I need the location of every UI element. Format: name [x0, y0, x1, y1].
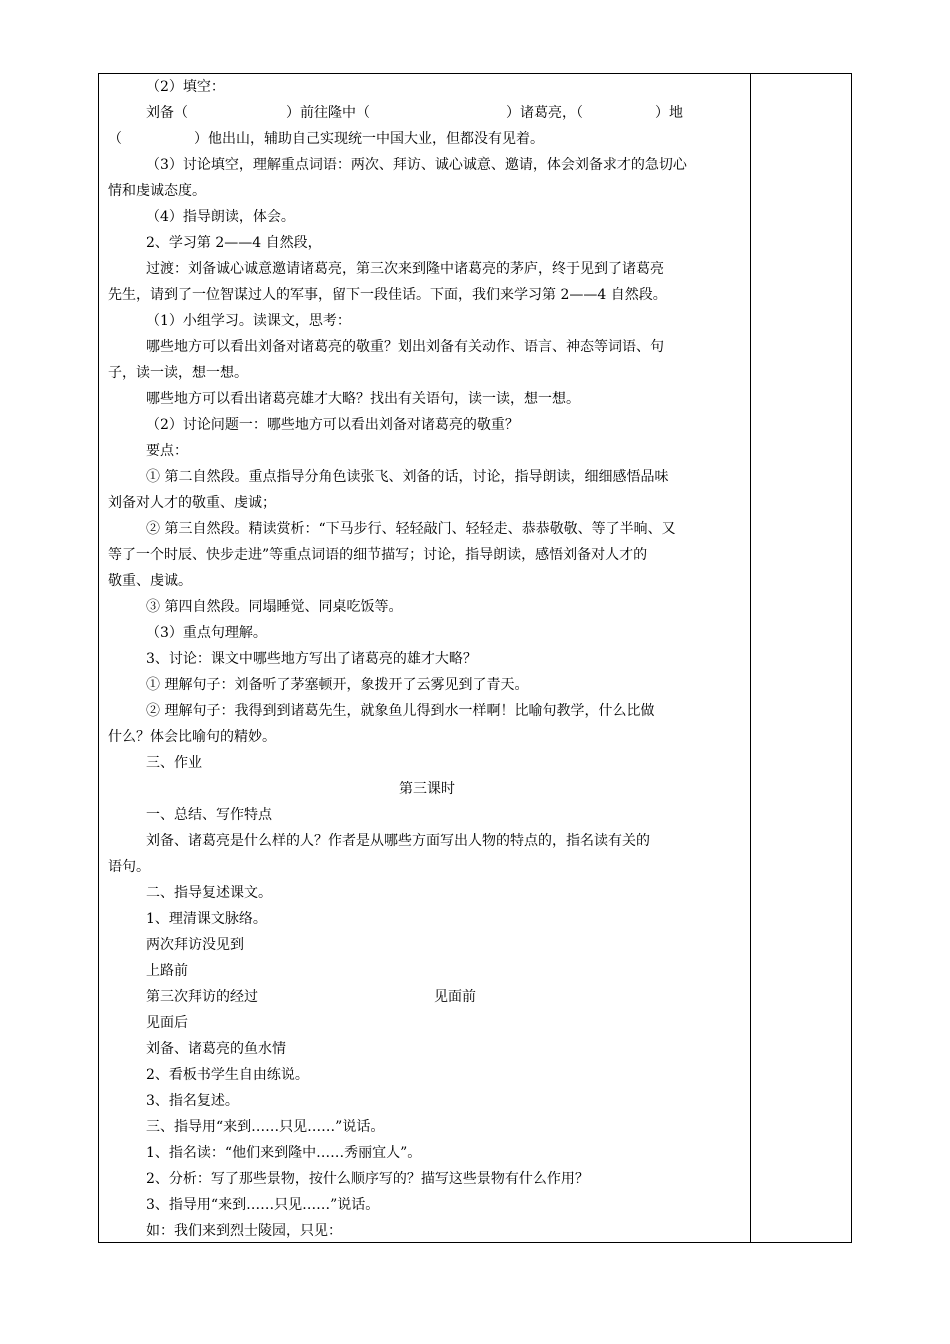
text-line: 敬重、虔诚。	[108, 573, 192, 589]
text-line: 过渡：刘备诚心诚意邀请诸葛亮，第三次来到隆中诸葛亮的茅庐，终于见到了诸葛亮	[146, 261, 664, 277]
fill-blank-line: 刘备（ ）前往隆中（ ）诸葛亮，（ ）地	[146, 105, 683, 121]
text-line: 2、看板书学生自由练说。	[146, 1067, 309, 1083]
text-line: （2）填空：	[146, 79, 225, 95]
text-line: 一、总结、写作特点	[146, 807, 272, 823]
outline-item: 两次拜访没见到	[146, 937, 244, 953]
text-line: 1、理清课文脉络。	[146, 911, 267, 927]
column-divider	[750, 74, 751, 1242]
text-line: 刘备、诸葛亮是什么样的人？作者是从哪些方面写出人物的特点的，指名读有关的	[146, 833, 650, 849]
text-line: 3、指名复述。	[146, 1093, 239, 1109]
text-line: ③ 第四自然段。同塌睡觉、同桌吃饭等。	[146, 599, 403, 615]
text-line: （1）小组学习。读课文，思考：	[146, 313, 351, 329]
text-line: （2）讨论问题一：哪些地方可以看出刘备对诸葛亮的敬重？	[146, 417, 519, 433]
text-line: 等了一个时辰、快步走进”等重点词语的细节描写；讨论，指导朗读，感悟刘备对人才的	[108, 547, 648, 563]
text-line: 三、作业	[146, 755, 202, 771]
outline-item: 上路前	[146, 963, 188, 979]
text-line: ② 第三自然段。精读赏析：“下马步行、轻轻敲门、轻轻走、恭恭敬敬、等了半晌、又	[146, 521, 676, 537]
text-line: 要点：	[146, 443, 188, 459]
text-line: 1、指名读：“他们来到隆中……秀丽宜人”。	[146, 1145, 422, 1161]
lesson-content	[108, 74, 746, 1244]
text-line: 刘备对人才的敬重、虔诚；	[108, 495, 276, 511]
text-line: 哪些地方可以看出诸葛亮雄才大略？找出有关语句，读一读，想一想。	[146, 391, 580, 407]
text-line: （3）重点句理解。	[146, 625, 267, 641]
lesson-table	[98, 73, 852, 1243]
text-line: 先生，请到了一位智谋过人的军事，留下一段佳话。下面，我们来学习第 2——4 自然段。	[108, 287, 667, 303]
text-line: 二、指导复述课文。	[146, 885, 272, 901]
text-line: （3）讨论填空，理解重点词语：两次、拜访、诚心诚意、邀请，体会刘备求才的急切心	[146, 157, 687, 173]
text-line: （4）指导朗读，体会。	[146, 209, 295, 225]
outline-item: 第三次拜访的经过 见面前	[146, 989, 476, 1005]
text-line: ② 理解句子：我得到到诸葛先生，就象鱼儿得到水一样啊！比喻句教学，什么比做	[146, 703, 655, 719]
section-heading: 第三课时	[399, 781, 455, 797]
text-line: 如：我们来到烈士陵园，只见：	[146, 1223, 342, 1239]
text-line: 情和虔诚态度。	[108, 183, 206, 199]
text-line: 2、分析：写了那些景物，按什么顺序写的？描写这些景物有什么作用？	[146, 1171, 589, 1187]
fill-blank-line: （ ）他出山，辅助自己实现统一中国大业，但都没有见着。	[108, 131, 544, 147]
text-line: 哪些地方可以看出刘备对诸葛亮的敬重？划出刘备有关动作、语言、神态等词语、句	[146, 339, 664, 355]
text-line: 三、指导用“来到……只见……”说话。	[146, 1119, 385, 1135]
text-line: 什么？体会比喻句的精妙。	[108, 729, 276, 745]
text-line: 语句。	[108, 859, 150, 875]
text-line: ① 理解句子：刘备听了茅塞顿开，象拨开了云雾见到了青天。	[146, 677, 529, 693]
outline-item: 刘备、诸葛亮的鱼水情	[146, 1041, 286, 1057]
text-line: 2、学习第 2——4 自然段，	[146, 235, 322, 251]
text-line: 3、讨论：课文中哪些地方写出了诸葛亮的雄才大略？	[146, 651, 477, 667]
text-line: 子，读一读，想一想。	[108, 365, 248, 381]
text-line: ① 第二自然段。重点指导分角色读张飞、刘备的话，讨论，指导朗读，细细感悟品味	[146, 469, 669, 485]
outline-item: 见面后	[146, 1015, 188, 1031]
text-line: 3、指导用“来到……只见……”说话。	[146, 1197, 380, 1213]
